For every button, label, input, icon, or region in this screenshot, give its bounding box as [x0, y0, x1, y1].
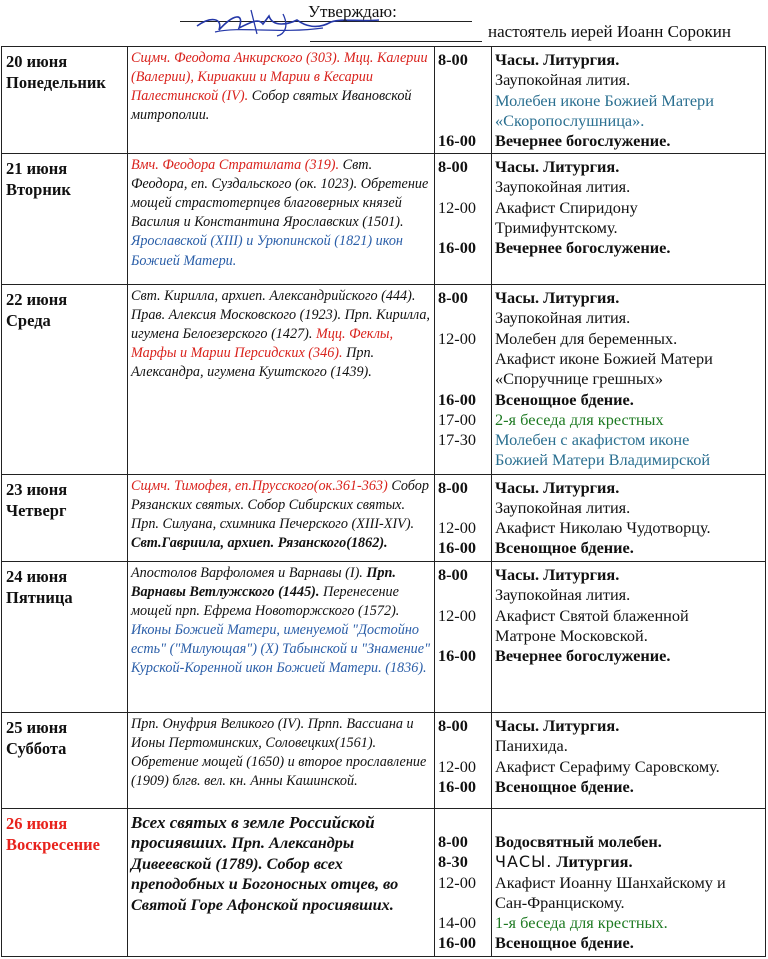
- service-time: 16-00: [438, 389, 476, 409]
- service-time: 8-00: [438, 477, 468, 497]
- schedule-row: [2, 561, 766, 712]
- service-time: 12-00: [438, 518, 476, 538]
- service-text: ЧАСЫ.: [495, 852, 553, 872]
- service-line: Вечернее богослужение.: [495, 238, 671, 258]
- service-line: 1-я беседа для крестных.: [495, 913, 668, 933]
- service-time: 16-00: [438, 538, 476, 558]
- day-cell: [2, 713, 128, 808]
- service-time: [438, 349, 491, 369]
- saint-commemoration: Ярославской (XIII) и Урюпинской (1821) икон Божией Матери.: [131, 233, 403, 269]
- service-line: Матроне Московской.: [495, 625, 648, 645]
- saint-commemoration: Иконы Божией Матери, именуемой "Достойно есть" ("Милующая") (X) Табынской и "Знамение" Курской-Коренной икон Божией Матери. (1836).: [131, 622, 431, 677]
- service-line: Акафист Иоанну Шанхайскому и: [495, 872, 726, 892]
- schedule-row: [2, 808, 766, 956]
- service-line: Тримифунтскому.: [495, 217, 618, 237]
- schedule-row: [2, 474, 766, 561]
- times-cell: [435, 47, 492, 154]
- saint-commemoration: Сщмч. Тимофея, еп.Прусского(ок.361-363): [131, 477, 388, 494]
- schedule-table: [1, 46, 766, 957]
- service-line: Акафист Серафиму Саровскому.: [495, 756, 720, 776]
- service-line: Часы. Литургия.: [495, 477, 620, 497]
- times-cell: [435, 154, 492, 285]
- day-cell: [2, 561, 128, 712]
- service-time: 16-00: [438, 131, 476, 151]
- service-time: 12-00: [438, 605, 476, 625]
- service-line: Вечернее богослужение.: [495, 646, 671, 666]
- approval-header: [0, 0, 768, 46]
- service-line: Всенощное бдение.: [495, 777, 634, 797]
- saints-cell: [128, 808, 435, 956]
- service-line: Молебен с акафистом иконе: [495, 430, 690, 450]
- service-time: 16-00: [438, 933, 476, 953]
- service-text: Литургия.: [552, 852, 633, 872]
- saint-commemoration: Прп. Александра, игумена Куштского (1439).: [131, 345, 375, 381]
- service-line: Заупокойная лития.: [495, 585, 631, 605]
- services-cell: [492, 713, 766, 808]
- day-cell: [2, 285, 128, 475]
- service-time: [438, 585, 491, 605]
- services-cell: [492, 561, 766, 712]
- service-line: Заупокойная лития.: [495, 70, 631, 90]
- saints-cell: [128, 285, 435, 475]
- service-time: [438, 450, 491, 470]
- saint-commemoration: Собор святых Ивановской митрополии.: [131, 88, 412, 124]
- service-time: 8-00: [438, 288, 468, 308]
- service-line: [495, 812, 763, 832]
- schedule-row: [2, 713, 766, 808]
- services-cell: [492, 154, 766, 285]
- service-time: 8-00: [438, 50, 468, 69]
- service-line: Божией Матери Владимирской: [495, 450, 711, 470]
- saint-commemoration: Апостолов Варфоломея и Варнавы (I).: [131, 564, 363, 581]
- service-line: Вечернее богослужение.: [495, 131, 671, 151]
- times-cell: [435, 713, 492, 808]
- service-line: Заупокойная лития.: [495, 308, 631, 328]
- saint-commemoration: Прп. Александры Дивеевской (1789). Собор всех преподобных и Богоносных отцев, во Святой Горе Афонской просиявших.: [131, 834, 399, 914]
- day-date: 24 июня: [6, 566, 68, 586]
- day-weekday: Четверг: [6, 500, 67, 520]
- times-cell: [435, 474, 492, 561]
- saint-commemoration: Свт. Кирилла, архиеп. Александрийского (444). Прав. Алексия Московского (1923). Прп. Кирилла, игумена Белоезерского (1427).: [131, 288, 430, 343]
- service-time: [438, 369, 491, 389]
- saint-commemoration: Свт.Гавриила, архиеп. Рязанского(1862).: [131, 534, 388, 551]
- saint-commemoration: Мцц. Феклы, Марфы и Марии Персидских (346).: [131, 326, 394, 362]
- day-weekday: Понедельник: [6, 73, 106, 92]
- service-line: Акафист иконе Божией Матери: [495, 348, 713, 368]
- service-line: Часы. Литургия.: [495, 564, 620, 584]
- day-cell: [2, 154, 128, 285]
- service-time: 16-00: [438, 646, 476, 666]
- service-line: Часы. Литургия.: [495, 157, 620, 177]
- services-cell: [492, 808, 766, 956]
- service-time: [438, 308, 491, 328]
- service-time: 16-00: [438, 238, 476, 258]
- times-cell: [435, 808, 492, 956]
- service-time: [438, 812, 491, 832]
- rector-name: настоятель иерей Иоанн Сорокин: [488, 22, 731, 41]
- signature-underline: [310, 41, 482, 42]
- day-date: 25 июня: [6, 718, 68, 738]
- service-line: Акафист Николаю Чудотворцу.: [495, 518, 711, 538]
- schedule-row: [2, 47, 766, 154]
- service-time: 17-30: [438, 430, 476, 450]
- service-line: Всенощное бдение.: [495, 933, 634, 953]
- day-weekday: Суббота: [6, 739, 67, 759]
- service-line: Сан-Францискому.: [495, 892, 625, 912]
- service-time: [438, 70, 491, 90]
- saint-commemoration: Вмч. Феодора Стратилата (319).: [131, 157, 340, 174]
- service-time: 8-00: [438, 831, 468, 851]
- day-weekday: Вторник: [6, 180, 71, 200]
- service-time: 14-00: [438, 913, 476, 933]
- service-line: Часы. Литургия.: [495, 288, 620, 308]
- approve-label: Утверждаю:: [308, 2, 397, 21]
- service-line: Всенощное бдение.: [495, 538, 634, 558]
- day-weekday: Воскресение: [6, 834, 100, 854]
- services-cell: [492, 285, 766, 475]
- service-line: Водосвятный молебен.: [495, 831, 662, 851]
- service-time: 12-00: [438, 328, 476, 348]
- service-time: 8-00: [438, 157, 468, 177]
- service-line: Заупокойная лития.: [495, 177, 631, 197]
- day-cell: [2, 474, 128, 561]
- saint-commemoration: Всех святых в земле Российской просиявших.: [131, 812, 375, 853]
- services-cell: [492, 47, 766, 154]
- day-date: 23 июня: [6, 479, 68, 499]
- day-date: 22 июня: [6, 290, 68, 310]
- day-cell: [2, 47, 128, 154]
- saints-cell: [128, 713, 435, 808]
- schedule-row: [2, 285, 766, 475]
- schedule-row: [2, 154, 766, 285]
- service-line: Заупокойная лития.: [495, 497, 631, 517]
- service-time: 17-00: [438, 409, 476, 429]
- service-line: Всенощное бдение.: [495, 389, 634, 409]
- service-time: [438, 177, 491, 197]
- service-time: 8-00: [438, 564, 468, 584]
- service-time: 12-00: [438, 872, 476, 892]
- service-time: [438, 736, 491, 756]
- day-date: 26 июня: [6, 813, 68, 833]
- service-line: Акафист Святой блаженной: [495, 605, 689, 625]
- service-line: Акафист Спиридону: [495, 197, 638, 217]
- service-line: Панихида.: [495, 736, 568, 756]
- service-line: Молебен иконе Божией Матери: [495, 90, 714, 110]
- service-line: Часы. Литургия.: [495, 50, 620, 69]
- service-time: 8-30: [438, 852, 468, 872]
- service-time: 16-00: [438, 777, 476, 797]
- saint-commemoration: Прп. Онуфрия Великого (IV). Прпп. Вассиана и Ионы Пертоминских, Соловецких(1561). Обретение мощей (1650) и второе прославление (1909) блгв. вел. кн. Анны Кашинской.: [131, 716, 427, 790]
- service-line: Часы. Литургия.: [495, 716, 620, 736]
- service-line: [495, 852, 763, 872]
- saint-commemoration: Сщмч. Феодота Анкирского (303). Мцц. Калерии (Валерии), Кириакии и Марии в Кесарии Палестинской (IV).: [131, 50, 428, 105]
- service-time: [438, 893, 491, 913]
- service-line: «Споручнице грешных»: [495, 369, 664, 389]
- service-time: 12-00: [438, 197, 476, 217]
- service-time: 12-00: [438, 756, 476, 776]
- saints-cell: [128, 474, 435, 561]
- service-line: 2-я беседа для крестных: [495, 409, 664, 429]
- day-weekday: Пятница: [6, 587, 73, 607]
- saints-cell: [128, 561, 435, 712]
- service-line: «Скоропослушница».: [495, 110, 645, 130]
- saints-cell: [128, 47, 435, 154]
- day-date: 21 июня: [6, 159, 68, 179]
- times-cell: [435, 561, 492, 712]
- saint-commemoration: Перенесение мощей прп. Ефрема Новоторжского (1572).: [131, 584, 400, 620]
- day-weekday: Среда: [6, 311, 51, 331]
- service-time: [438, 626, 491, 646]
- service-time: [438, 498, 491, 518]
- saint-commemoration: Свт. Феодора, еп. Суздальского (ок. 1023). Обретение мощей страстотерпцев благоверных князей Василия и Константина Ярославских (1501).: [131, 157, 429, 231]
- service-line: Молебен для беременных.: [495, 328, 678, 348]
- saint-commemoration: Собор Рязанских святых. Собор Сибирских святых. Прп. Силуана, схимника Печерского (XIII-XIV).: [131, 477, 429, 532]
- service-time: [438, 111, 491, 131]
- service-time: [438, 218, 491, 238]
- saint-commemoration: Прп. Варнавы Ветлужского (1445).: [131, 564, 396, 600]
- day-cell: [2, 808, 128, 956]
- service-time: 8-00: [438, 716, 468, 736]
- services-cell: [492, 474, 766, 561]
- saints-cell: [128, 154, 435, 285]
- day-date: 20 июня: [6, 52, 68, 71]
- times-cell: [435, 285, 492, 475]
- service-time: [438, 91, 491, 111]
